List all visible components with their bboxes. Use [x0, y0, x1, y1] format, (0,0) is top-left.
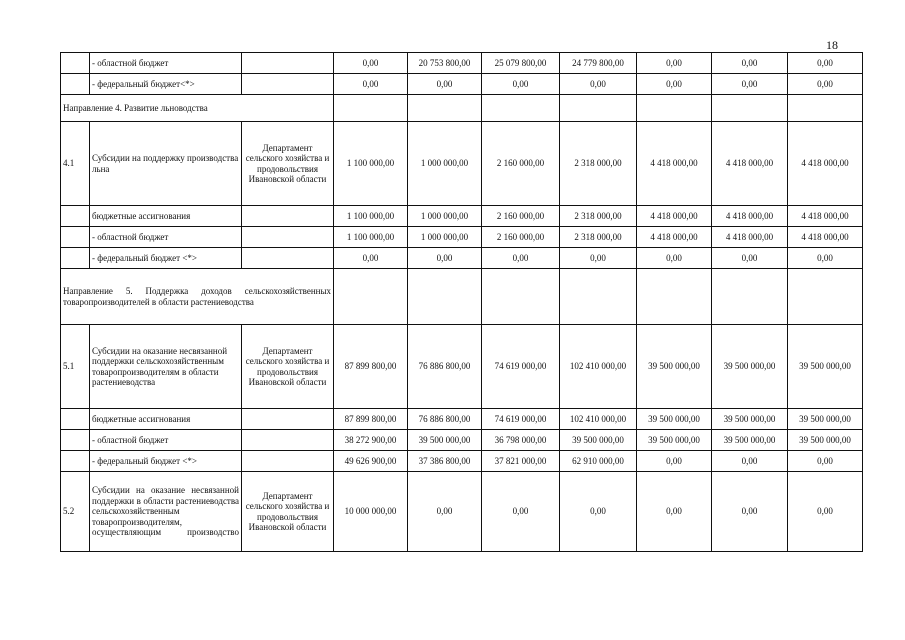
value-year-4: 2 318 000,00 [560, 206, 637, 227]
funding-row [61, 409, 863, 430]
direction-title: Направление 4. Развитие льноводства [61, 95, 334, 122]
value-year-4: 62 910 000,00 [560, 451, 637, 472]
row-name: - областной бюджет [90, 430, 242, 451]
value-year-5: 4 418 000,00 [637, 122, 712, 206]
value-year-4: 0,00 [560, 74, 637, 95]
value-year-6: 39 500 000,00 [712, 325, 788, 409]
value-year-7: 39 500 000,00 [788, 325, 863, 409]
row-name: - федеральный бюджет<*> [90, 74, 242, 95]
funding-row [61, 227, 863, 248]
measure-row [61, 325, 863, 409]
value-year-5: 39 500 000,00 [637, 430, 712, 451]
value-year-3: 2 160 000,00 [482, 227, 560, 248]
value-year-3: 2 160 000,00 [482, 122, 560, 206]
value-year-6: 4 418 000,00 [712, 122, 788, 206]
value-year-4: 39 500 000,00 [560, 430, 637, 451]
value-year-1: 87 899 800,00 [334, 325, 408, 409]
value-year-5: 0,00 [637, 451, 712, 472]
value-year-7: 4 418 000,00 [788, 122, 863, 206]
row-name: - федеральный бюджет <*> [90, 451, 242, 472]
executor [242, 53, 334, 74]
direction-title: Направление 5. Поддержка доходов сельскохозяйственных товаропроизводителей в области растениеводства [61, 269, 334, 325]
value-year-5: 39 500 000,00 [637, 325, 712, 409]
value-year-4: 24 779 800,00 [560, 53, 637, 74]
row-number [61, 430, 90, 451]
value-year-2: 20 753 800,00 [408, 53, 482, 74]
measure-row [61, 472, 863, 552]
empty-cell [712, 269, 788, 325]
value-year-1: 0,00 [334, 74, 408, 95]
value-year-4: 2 318 000,00 [560, 122, 637, 206]
empty-cell [637, 95, 712, 122]
value-year-4: 102 410 000,00 [560, 409, 637, 430]
executor: Департамент сельского хозяйства и продовольствия Ивановской области [242, 325, 334, 409]
row-number [61, 451, 90, 472]
executor: Департамент сельского хозяйства и продовольствия Ивановской области [242, 122, 334, 206]
executor [242, 227, 334, 248]
empty-cell [334, 269, 408, 325]
table-body [61, 53, 863, 552]
value-year-6: 0,00 [712, 74, 788, 95]
direction-row [61, 95, 863, 122]
value-year-2: 0,00 [408, 74, 482, 95]
value-year-2: 0,00 [408, 248, 482, 269]
value-year-1: 38 272 900,00 [334, 430, 408, 451]
value-year-2: 0,00 [408, 472, 482, 552]
row-number: 4.1 [61, 122, 90, 206]
row-name: бюджетные ассигнования [90, 206, 242, 227]
value-year-3: 25 079 800,00 [482, 53, 560, 74]
value-year-2: 76 886 800,00 [408, 325, 482, 409]
row-number [61, 53, 90, 74]
value-year-7: 0,00 [788, 451, 863, 472]
value-year-2: 37 386 800,00 [408, 451, 482, 472]
empty-cell [408, 95, 482, 122]
empty-cell [408, 269, 482, 325]
value-year-7: 4 418 000,00 [788, 227, 863, 248]
value-year-3: 74 619 000,00 [482, 325, 560, 409]
value-year-7: 39 500 000,00 [788, 409, 863, 430]
value-year-5: 0,00 [637, 248, 712, 269]
value-year-5: 4 418 000,00 [637, 206, 712, 227]
value-year-3: 37 821 000,00 [482, 451, 560, 472]
funding-row [61, 53, 863, 74]
value-year-1: 10 000 000,00 [334, 472, 408, 552]
value-year-1: 49 626 900,00 [334, 451, 408, 472]
value-year-5: 0,00 [637, 53, 712, 74]
executor [242, 409, 334, 430]
value-year-7: 39 500 000,00 [788, 430, 863, 451]
value-year-2: 1 000 000,00 [408, 206, 482, 227]
row-name: бюджетные ассигнования [90, 409, 242, 430]
budget-table [60, 52, 863, 552]
executor [242, 430, 334, 451]
value-year-5: 0,00 [637, 74, 712, 95]
value-year-7: 0,00 [788, 53, 863, 74]
value-year-2: 1 000 000,00 [408, 227, 482, 248]
value-year-4: 0,00 [560, 248, 637, 269]
value-year-5: 39 500 000,00 [637, 409, 712, 430]
row-number [61, 227, 90, 248]
funding-row [61, 206, 863, 227]
value-year-4: 2 318 000,00 [560, 227, 637, 248]
empty-cell [560, 269, 637, 325]
row-number: 5.1 [61, 325, 90, 409]
value-year-4: 102 410 000,00 [560, 325, 637, 409]
page-number: 18 [826, 38, 838, 52]
value-year-1: 1 100 000,00 [334, 227, 408, 248]
value-year-3: 36 798 000,00 [482, 430, 560, 451]
value-year-5: 4 418 000,00 [637, 227, 712, 248]
empty-cell [637, 269, 712, 325]
value-year-7: 0,00 [788, 74, 863, 95]
row-name: Субсидии на поддержку производства льна [90, 122, 242, 206]
funding-row [61, 430, 863, 451]
funding-row [61, 74, 863, 95]
value-year-6: 39 500 000,00 [712, 409, 788, 430]
row-name: Субсидии на оказание несвязанной поддержки в области растениеводства сельскохозяйственным товаропроизводителям, осуществляющим производство [90, 472, 242, 552]
value-year-3: 0,00 [482, 472, 560, 552]
value-year-1: 0,00 [334, 248, 408, 269]
value-year-7: 0,00 [788, 472, 863, 552]
value-year-6: 4 418 000,00 [712, 206, 788, 227]
value-year-4: 0,00 [560, 472, 637, 552]
funding-row [61, 451, 863, 472]
value-year-3: 2 160 000,00 [482, 206, 560, 227]
row-number [61, 206, 90, 227]
value-year-6: 4 418 000,00 [712, 227, 788, 248]
value-year-5: 0,00 [637, 472, 712, 552]
direction-row [61, 269, 863, 325]
value-year-3: 0,00 [482, 74, 560, 95]
empty-cell [788, 269, 863, 325]
value-year-3: 0,00 [482, 248, 560, 269]
value-year-6: 0,00 [712, 472, 788, 552]
executor [242, 74, 334, 95]
row-name: - областной бюджет [90, 227, 242, 248]
value-year-6: 0,00 [712, 53, 788, 74]
value-year-6: 0,00 [712, 248, 788, 269]
value-year-1: 87 899 800,00 [334, 409, 408, 430]
executor [242, 206, 334, 227]
value-year-1: 1 100 000,00 [334, 122, 408, 206]
row-number [61, 409, 90, 430]
value-year-7: 4 418 000,00 [788, 206, 863, 227]
value-year-2: 1 000 000,00 [408, 122, 482, 206]
empty-cell [482, 95, 560, 122]
executor [242, 248, 334, 269]
executor [242, 451, 334, 472]
value-year-2: 76 886 800,00 [408, 409, 482, 430]
value-year-2: 39 500 000,00 [408, 430, 482, 451]
row-number [61, 74, 90, 95]
value-year-6: 39 500 000,00 [712, 430, 788, 451]
row-number: 5.2 [61, 472, 90, 552]
value-year-3: 74 619 000,00 [482, 409, 560, 430]
value-year-6: 0,00 [712, 451, 788, 472]
value-year-7: 0,00 [788, 248, 863, 269]
row-name: Субсидии на оказание несвязанной поддержки сельскохозяйственным товаропроизводителям в области растениеводства [90, 325, 242, 409]
empty-cell [334, 95, 408, 122]
funding-row [61, 248, 863, 269]
empty-cell [788, 95, 863, 122]
empty-cell [712, 95, 788, 122]
executor: Департамент сельского хозяйства и продовольствия Ивановской области [242, 472, 334, 552]
value-year-1: 0,00 [334, 53, 408, 74]
row-number [61, 248, 90, 269]
empty-cell [482, 269, 560, 325]
row-name: - федеральный бюджет <*> [90, 248, 242, 269]
row-name: - областной бюджет [90, 53, 242, 74]
value-year-1: 1 100 000,00 [334, 206, 408, 227]
empty-cell [560, 95, 637, 122]
measure-row [61, 122, 863, 206]
